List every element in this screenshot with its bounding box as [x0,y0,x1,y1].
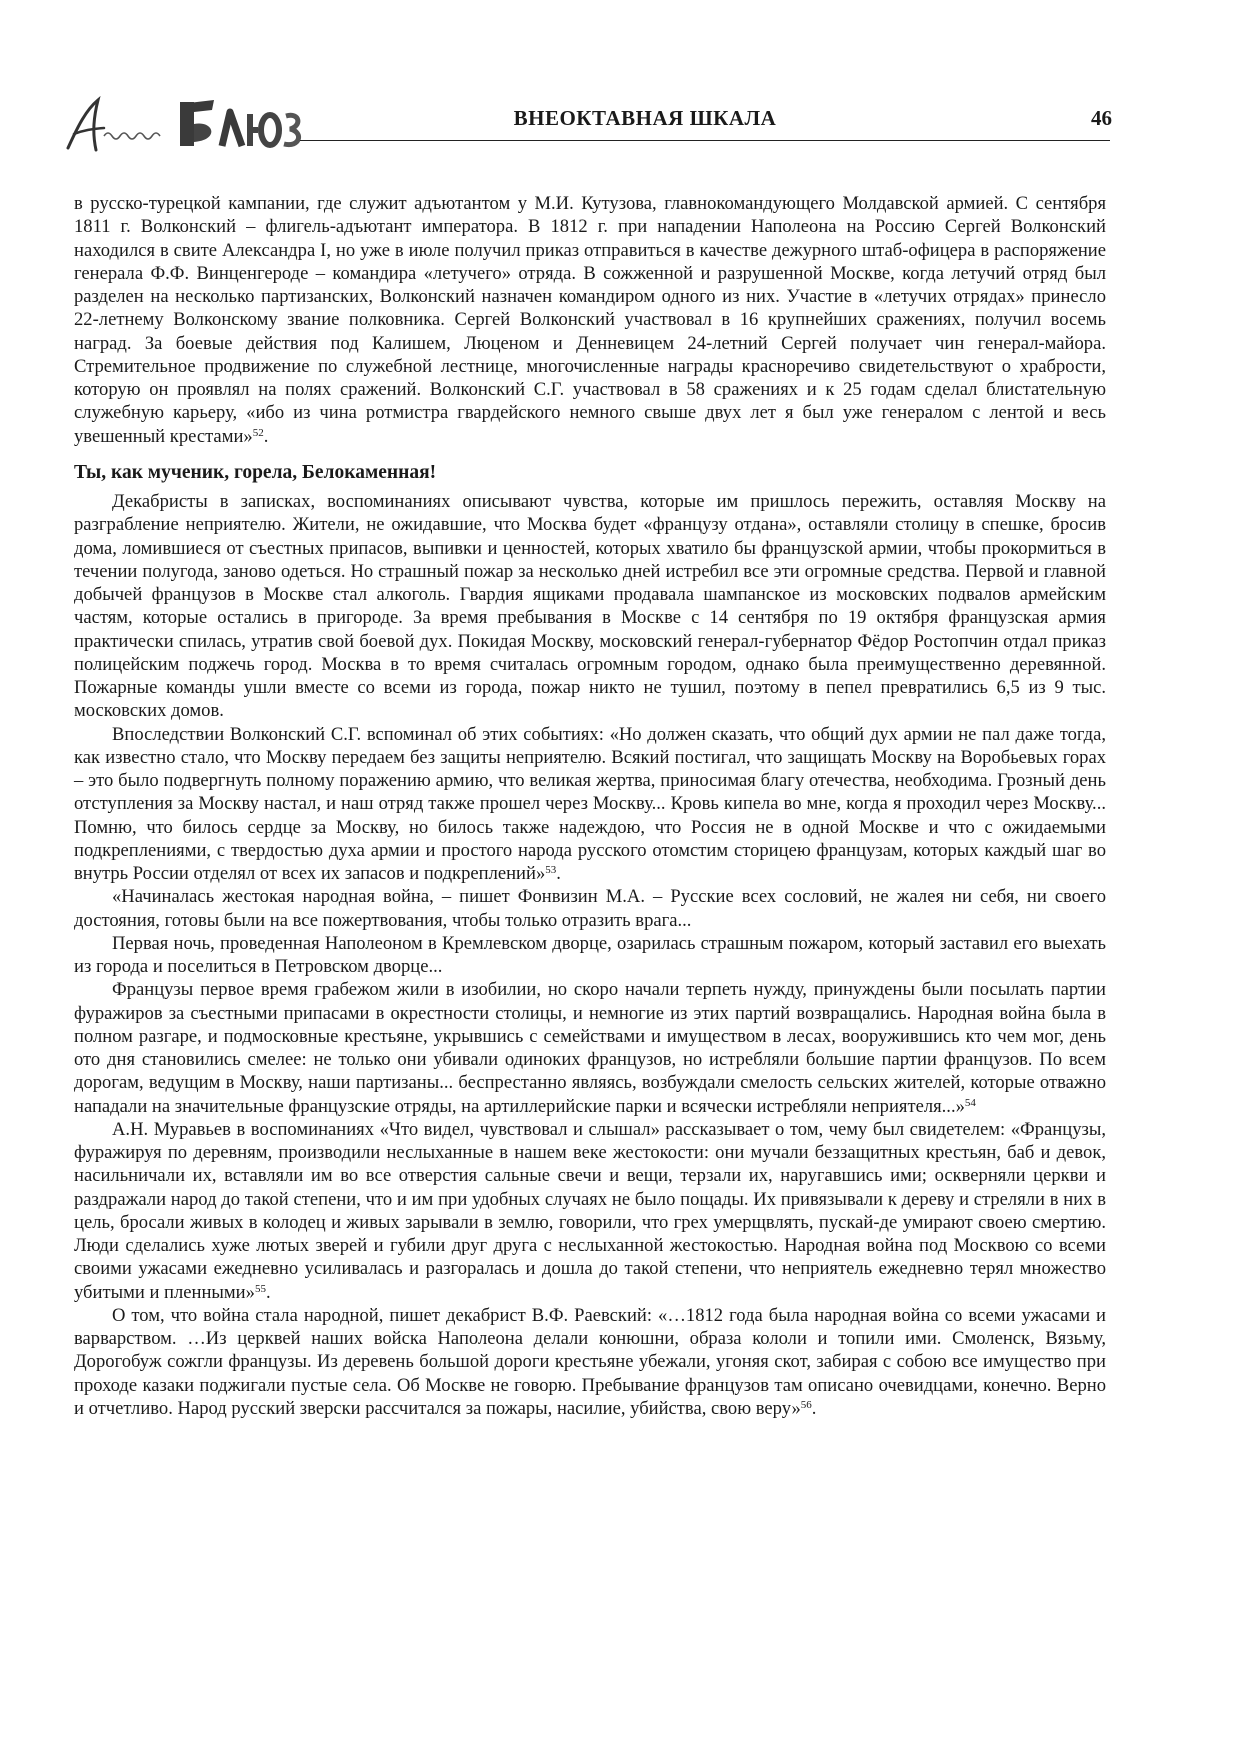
paragraph-continued [74,192,1106,448]
paragraph [74,932,1106,979]
paragraph [74,885,1106,932]
paragraph-text: А.Н. Муравьев в воспоминаниях «Что видел, чувствовал и слышал» рассказывает о том, чему был свидетелем: «Французы, фуражируя по деревням, производили неслыханные в нашем веке жестокости: они мучали беззащитных крестьян, баб и девок, насильничали их, вставляли им во все отверстия сальные свечи и вещи, терзали их, наругавшись ими; оскверняли церкви и раздражали народ до такой степени, что и им при удобных случаях не было пощады. Их привязывали к дереву и стреляли в них в цель, бросали живых в колодец и живых зарывали в землю, говорили, что грех умерщвлять, пускай-де умирают своею смертию. Люди сделались хуже лютых зверей и губили друг друга с неслыханной жестокостью. Народная война под Москвою со всеми своими ужасами ежедневно усиливалась и разгоралась и дошла до такой степени, что неприятель ежедневно терял множество убитыми и пленными» [74,1118,1106,1303]
running-header-title: ВНЕОКТАВНАЯ ШКАЛА [513,106,777,130]
paragraph-text: Французы первое время грабежом жили в изобилии, но скоро начали терпеть нужду, принуждены были посылать партии фуражиров за съестными припасами в окрестности столицы, и немногие из этих партий возвращались. Народная война была в полном разгаре, и подмосковные крестьяне, укрывшись с семействами и имуществом в лесах, вооружившись кто чем мог, день ото дня становились смелее: не только они убивали одиноких французов, но истребляли большие партии французов. По всем дорогам, ведущим в Москву, наши партизаны... беспрестанно являясь, возбуждали смелость сельских жителей, которые отважно нападали на значительные французские отряды, на артиллерийские парки и всячески истребляли неприятеля...» [74,979,1106,1117]
paragraph-text: Впоследствии Волконский С.Г. вспоминал об этих событиях: «Но должен сказать, что общий дух армии не пал даже тогда, как известно стало, что Москву передаем без защиты неприятелю. Всякий постигал, что защищать Москву на Воробьевых горах – это было подвергнуть полному поражению армию, что великая жертва, приносимая благу отечества, необходима. Грозный день отступления за Москву настал, и наш отряд также прошел через Москву... Кровь кипела во мне, когда я проходил через Москву... Помню, что билось сердце за Москву, но билось также надеждою, что Россия не в одной Москве и что с ожидаемыми подкреплениями, с твердостью духа армии и простого народа русского отомстим сторицею французам, которых каждый шаг во внутрь России отделял от всех их запасов и подкреплений» [74,723,1106,884]
paragraph [74,723,1106,886]
footnote-ref: 53 [545,864,557,876]
paragraph [74,1304,1106,1420]
paragraph-text: в русско-турецкой кампании, где служит адъютантом у М.И. Кутузова, главнокомандующего Молдавской армией. С сентября 1811 г. Волконский – флигель-адъютант императора. В 1812 г. при нападении Наполеона на Россию Сергей Волконский находился в свите Александра I, но уже в июле получил приказ отправиться в качестве дежурного штаб-офицера в распоряжение генерала Ф.Ф. Винценгероде – командира «летучего» отряда. В сожженной и разрушенной Москве, когда летучий отряд был разделен на несколько партизанских, Волконский назначен командиром одного из них. Участие в «летучих отрядах» принесло 22-летнему Волконскому звание полковника. Сергей Волконский участвовал в 16 крупнейших сражениях, получил восемь наград. За боевые действия под Калишем, Люценом и Денневицем 24-летний Сергей получает чин генерал-майора. Стремительное продвижение по служебной лестнице, многочисленные награды красноречиво свидетельствуют о храбрости, которую он проявлял на полях сражений. Волконский С.Г. участвовал в 58 сражениях и к 25 годам сделал блистательную служебную карьеру, «ибо из чина ротмистра гвардейского немного свыше двух лет я был уже генералом с лентой и весь увешенный крестами» [74,193,1106,447]
header-rule [300,140,1110,141]
paragraph [74,978,1106,1118]
footnote-ref: 52 [252,426,264,439]
paragraph-text: Декабристы в записках, воспоминаниях описывают чувства, которые им пришлось пережить, оставляя Москву на разграбление неприятелю. Жители, не ожидавшие, что Москва будет «французу отдана», оставляли столицу в спешке, бросив дома, ломившиеся от съестных припасов, выпивки и ценностей, которых хватило бы французской армии, чтобы прокормиться в течении полугода, заново одеться. Но страшный пожар за несколько дней истребил все эти огромные средства. Первой и главной добычей французов в Москве стал алкоголь. Гвардия ящиками продавала шампанское из московских подвалов армейским частям, которые остались в пригороде. За время пребывания в Москве с 14 сентября по 19 октября французская армия практически спилась, утратив свой боевой дух. Покидая Москву, московский генерал-губернатор Фёдор Ростопчин отдал приказ полицейским поджечь город. Москва в то время считалась огромным городом, однако была преимущественно деревянной. Пожарные команды ушли вместе со всеми из города, пожар никто не тушил, поэтому в пепел превратились 6,5 из 9 тыс. московских домов. [74,491,1106,722]
paragraph-text: О том, что война стала народной, пишет декабрист В.Ф. Раевский: «…1812 года была народная война со всеми ужасами и варварством. …Из церквей наших войска Наполеона делали конюшни, образа кололи и топили ими. Смоленск, Вязьму, Дорогобуж сожгли французы. Из деревень большой дороги крестьяне убежали, угоняя скот, забирая с собою все имущество при проходе казаки поджигали пустые села. Об Москве не говорю. Пребывание французов там описано очевидцами, конечно. Верно и отчетливо. Народ русский зверски рассчитался за пожары, насилие, убийства, свою веру» [74,1304,1106,1419]
section-heading: Ты, как мученик, горела, Белокаменная! [74,461,437,483]
paragraph-text: Первая ночь, проведенная Наполеоном в Кремлевском дворце, озарилась страшным пожаром, который заставил его выехать из города и поселиться в Петровском дворце... [74,932,1106,977]
paragraph-tail: . [265,1281,271,1303]
footnote-ref: 56 [800,1398,812,1411]
footnote-ref: 54 [964,1096,976,1109]
page-number: 46 [1091,106,1112,130]
paragraph-text: «Начиналась жестокая народная война, – пишет Фонвизин М.А. – Русские всех сословий, не жалея ни себя, ни своего достояния, готовы были на все пожертвования, чтобы только отразить врага... [74,886,1106,931]
apraksin-blues-logo [64,96,304,156]
paragraph [74,490,1106,723]
article-body [74,192,1106,1420]
paragraph-tail: . [263,425,269,447]
footnote-ref: 55 [254,1282,266,1295]
paragraph-tail: . [556,863,561,884]
paragraph-tail: . [811,1397,817,1419]
paragraph [74,1118,1106,1304]
